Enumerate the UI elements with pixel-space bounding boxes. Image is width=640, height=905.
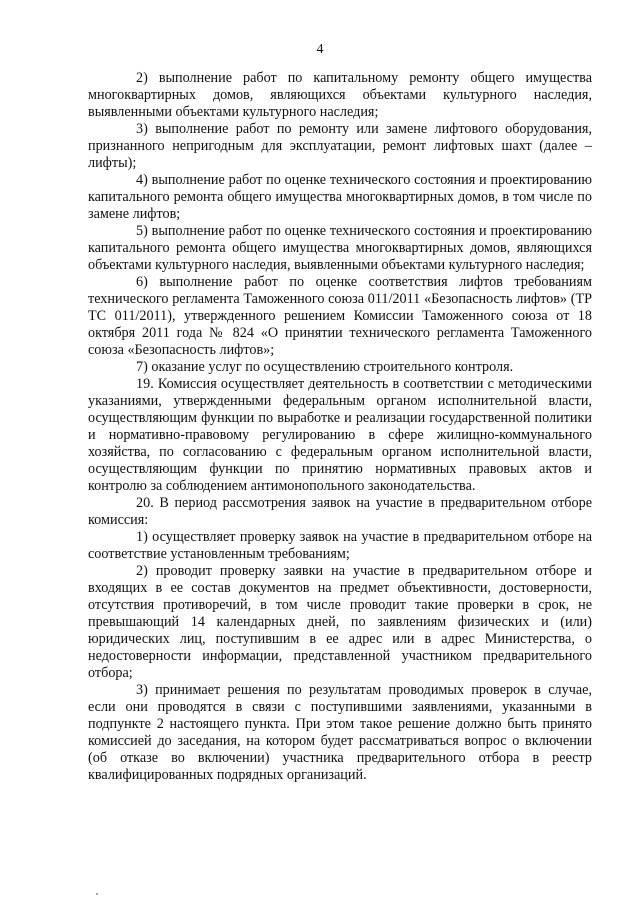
document-body bbox=[88, 70, 592, 784]
scan-speck bbox=[96, 893, 98, 895]
paragraph-6-lift-conformity: 6) выполнение работ по оценке соответствия лифтов требованиям технического регламента Таможенного союза 011/2011 «Безопасность лифтов» (ТР ТС 011/2011), утвержденного решением Комиссии Таможенного союза от 18 октября 2011 года № 824 «О принятии технического регламента Таможенного союза «Безопасность лифтов»; bbox=[88, 274, 592, 358]
paragraph-7-construction-control: 7) оказание услуг по осуществлению строительного контроля. bbox=[136, 359, 514, 375]
paragraph-20-3-decisions: 3) принимает решения по результатам проводимых проверок в случае, если они проводятся в связи с поступившими заявлениями, указанными в подпункте 2 настоящего пункта. При этом такое решение должно быть принято комиссией до заседания, на котором будет рассматриваться вопрос о включении (об отказе во включении) участника предварительного отбора в реестр квалифицированных подрядных организаций. bbox=[88, 682, 592, 783]
paragraph-20-review-period: 20. В период рассмотрения заявок на участие в предварительном отборе комиссия: bbox=[88, 495, 592, 528]
paragraph-3-lift-replacement: 3) выполнение работ по ремонту или замене лифтового оборудования, признанного непригодным для эксплуатации, ремонт лифтовых шахт (далее – лифты); bbox=[88, 121, 592, 171]
paragraph-5-technical-assessment-heritage: 5) выполнение работ по оценке технического состояния и проектированию капитального ремонта общего имущества многоквартирных домов, являющихся объектами культурного наследия, выявленными объектами культурного наследия; bbox=[88, 223, 592, 273]
paragraph-4-technical-assessment: 4) выполнение работ по оценке технического состояния и проектированию капитального ремонта общего имущества многоквартирных домов, в том числе по замене лифтов; bbox=[88, 172, 592, 222]
paragraph-2-capital-repair-heritage: 2) выполнение работ по капитальному ремонту общего имущества многоквартирных домов, являющихся объектами культурного наследия, выявленными объектами культурного наследия; bbox=[88, 70, 592, 120]
paragraph-19-commission-activity: 19. Комиссия осуществляет деятельность в соответствии с методическими указаниями, утвержденными федеральным органом исполнительной власти, осуществляющим функции по выработке и реализации государственной политики и нормативно-правовому регулированию в сфере жилищно-коммунального хозяйства, по согласованию с федеральным органом исполнительной власти, осуществляющим функции по принятию нормативных правовых актов и контролю за соблюдением антимонопольного законодательства. bbox=[88, 376, 592, 494]
paragraph-20-1-compliance-check: 1) осуществляет проверку заявок на участие в предварительном отборе на соответствие установленным требованиям; bbox=[88, 529, 592, 562]
paragraph-20-2-verification: 2) проводит проверку заявки на участие в предварительном отборе и входящих в ее состав документов на предмет объективности, достоверности, отсутствия противоречий, в том числе проводит такие проверки в срок, не превышающий 14 календарных дней, по заявлениям физических и (или) юридических лиц, поступившим в ее адрес или в адрес Министерства, о недостоверности информации, представленной участником предварительного отбора; bbox=[88, 563, 592, 681]
page-number: 4 bbox=[316, 42, 324, 57]
